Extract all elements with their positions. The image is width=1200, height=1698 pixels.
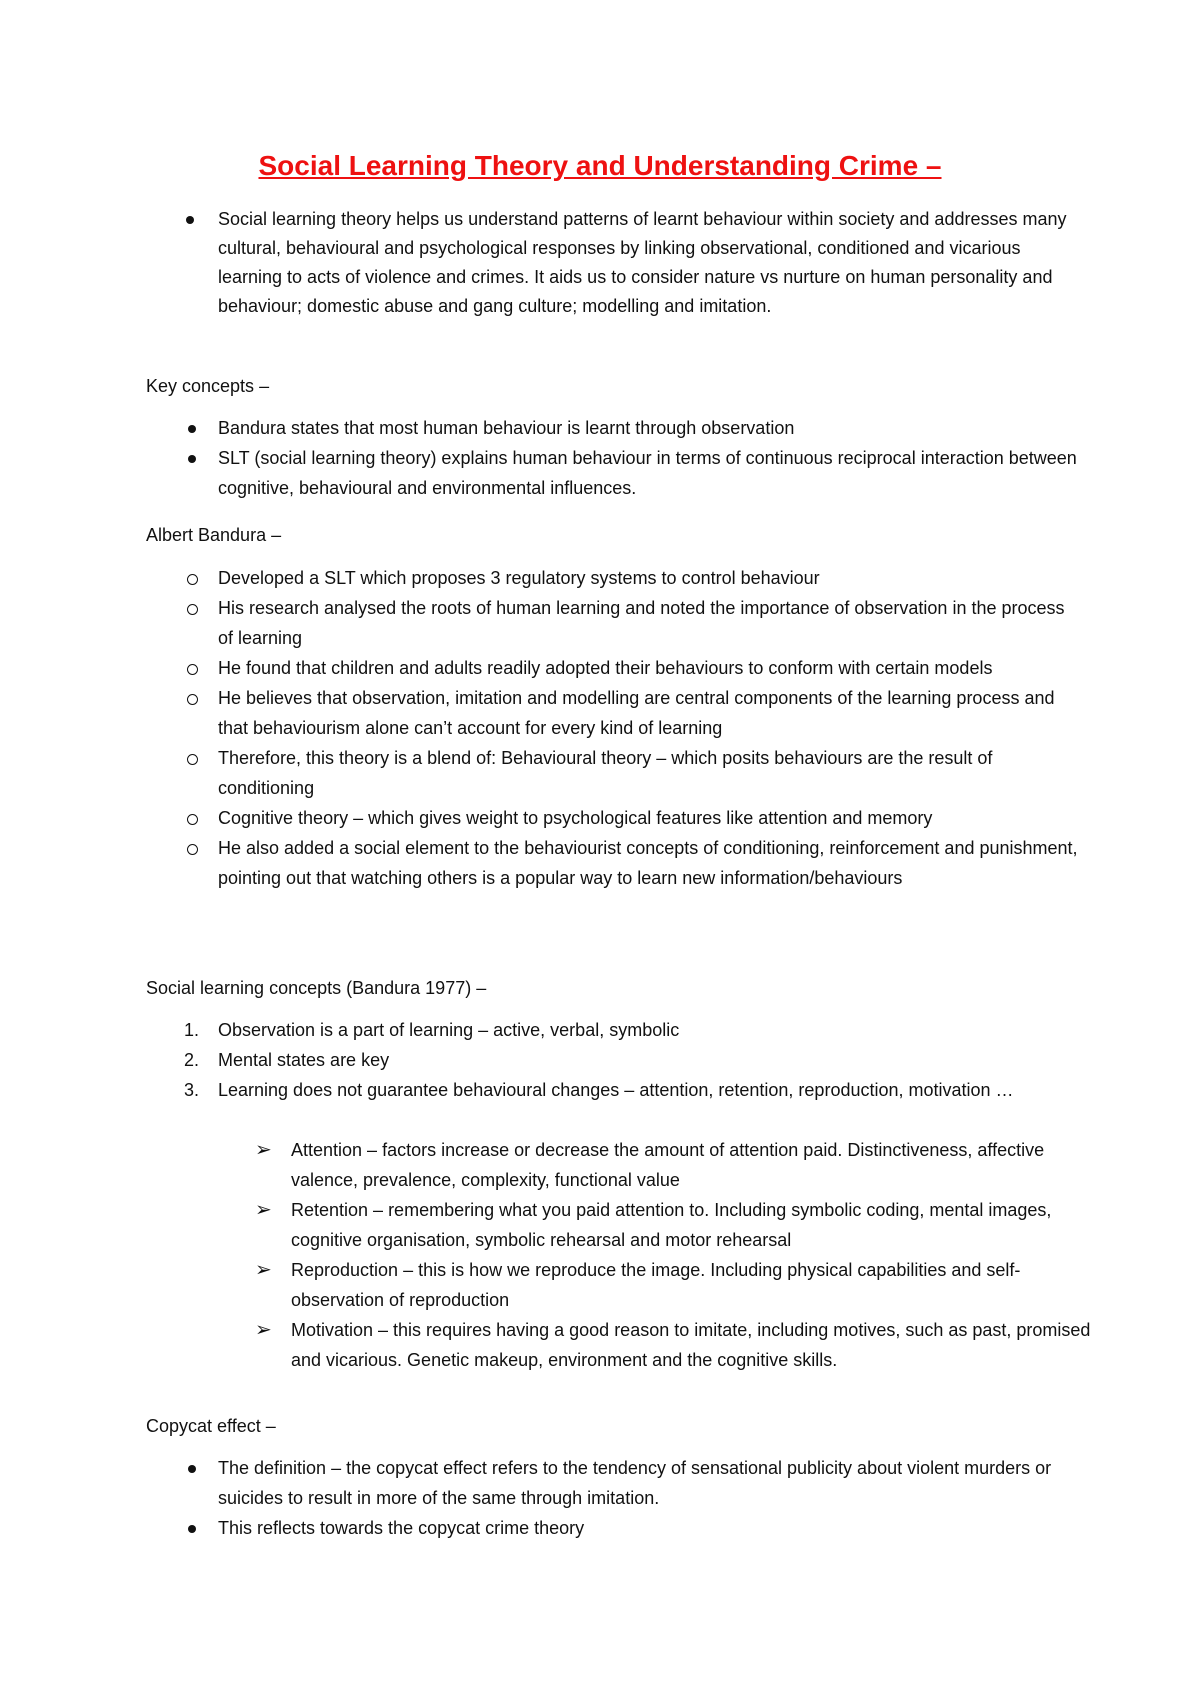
hollow-bullet-icon	[187, 844, 198, 855]
list-item-text: Developed a SLT which proposes 3 regulatory systems to control behaviour	[218, 568, 820, 588]
list-item-text: Bandura states that most human behaviour is learnt through observation	[218, 418, 795, 438]
list-item-text: Retention – remembering what you paid attention to. Including symbolic coding, mental images, cognitive organisation, symbolic rehearsal and motor rehearsal	[291, 1200, 1052, 1250]
list-item	[146, 563, 1078, 593]
copycat-heading: Copycat effect –	[146, 1416, 276, 1436]
hollow-bullet-icon	[187, 604, 198, 615]
list-item-text: SLT (social learning theory) explains human behaviour in terms of continuous reciprocal interaction between cognitive, behavioural and environmental influences.	[218, 448, 1077, 498]
list-item-text: Motivation – this requires having a good reason to imitate, including motives, such as past, promised and vicarious. Genetic makeup, environment and the cognitive skills.	[291, 1320, 1091, 1370]
hollow-bullet-icon	[187, 754, 198, 765]
key-concepts-list	[146, 413, 1078, 503]
list-item-text: Social learning theory helps us understand patterns of learnt behaviour within society and addresses many cultural, behavioural and psychological responses by linking observational, conditioned and vicarious learning to acts of violence and crimes. It aids us to consider nature vs nurture on human personality and behaviour; domestic abuse and gang culture; modelling and imitation.	[218, 209, 1067, 316]
list-item	[146, 413, 1078, 443]
hollow-bullet-icon	[187, 664, 198, 675]
arrow-bullet-icon: ➢	[255, 1319, 272, 1341]
bullet-icon	[188, 455, 196, 463]
arrow-bullet-icon: ➢	[255, 1199, 272, 1221]
key-concepts-heading: Key concepts –	[146, 376, 270, 396]
list-item	[146, 443, 1078, 503]
hollow-bullet-icon	[187, 574, 198, 585]
bullet-icon	[188, 425, 196, 433]
list-item-text: Attention – factors increase or decrease the amount of attention paid. Distinctiveness, affective valence, prevalence, complexity, functional value	[291, 1140, 1045, 1190]
list-number: 3.	[184, 1080, 200, 1100]
list-item-text: Therefore, this theory is a blend of: Behavioural theory – which posits behaviours are the result of conditioning	[218, 748, 993, 798]
list-number: 2.	[184, 1050, 200, 1070]
intro-list	[146, 205, 1078, 321]
hollow-bullet-icon	[187, 814, 198, 825]
list-item	[146, 593, 1078, 653]
list-item	[146, 1045, 1078, 1075]
list-item	[146, 1015, 1078, 1045]
list-item	[255, 1315, 1111, 1375]
list-item-text: Cognitive theory – which gives weight to psychological features like attention and memory	[218, 808, 933, 828]
hollow-bullet-icon	[187, 694, 198, 705]
copycat-list	[146, 1453, 1078, 1543]
list-item-text: He believes that observation, imitation and modelling are central components of the learning process and that behaviourism alone can’t account for every kind of learning	[218, 688, 1055, 738]
bullet-icon	[188, 1465, 196, 1473]
list-item-text: Observation is a part of learning – active, verbal, symbolic	[218, 1020, 680, 1040]
list-item-text: He found that children and adults readily adopted their behaviours to conform with certain models	[218, 658, 993, 678]
list-item	[146, 205, 1078, 321]
list-item	[255, 1195, 1111, 1255]
list-item-text: The definition – the copycat effect refers to the tendency of sensational publicity about violent murders or suicides to result in more of the same through imitation.	[218, 1458, 1052, 1508]
albert-bandura-heading: Albert Bandura –	[146, 525, 282, 545]
social-learning-concepts-list	[146, 1015, 1078, 1105]
list-item	[146, 683, 1078, 743]
factors-sublist	[255, 1135, 1111, 1375]
list-item-text: Reproduction – this is how we reproduce the image. Including physical capabilities and self-observation of reproduction	[291, 1260, 1021, 1310]
list-item-text: He also added a social element to the behaviourist concepts of conditioning, reinforcement and punishment, pointing out that watching others is a popular way to learn new information/behaviours	[218, 838, 1078, 888]
list-item	[255, 1135, 1111, 1195]
list-item-text: Learning does not guarantee behavioural changes – attention, retention, reproduction, motivation …	[218, 1080, 1014, 1100]
bullet-icon	[188, 1525, 196, 1533]
list-item	[146, 653, 1078, 683]
page-title: Social Learning Theory and Understanding Crime –	[258, 150, 942, 181]
list-item	[146, 1453, 1078, 1513]
bullet-icon	[186, 216, 194, 224]
list-item	[146, 833, 1078, 893]
list-item	[146, 1075, 1078, 1105]
list-item-text: Mental states are key	[218, 1050, 390, 1070]
list-item	[255, 1255, 1111, 1315]
list-item-text: This reflects towards the copycat crime theory	[218, 1518, 585, 1538]
list-item	[146, 743, 1078, 803]
arrow-bullet-icon: ➢	[255, 1259, 272, 1281]
list-number: 1.	[184, 1020, 200, 1040]
social-learning-concepts-heading: Social learning concepts (Bandura 1977) –	[146, 978, 487, 998]
albert-bandura-list	[146, 563, 1078, 893]
list-item	[146, 1513, 1078, 1543]
list-item-text: His research analysed the roots of human learning and noted the importance of observation in the process of learning	[218, 598, 1065, 648]
arrow-bullet-icon: ➢	[255, 1139, 272, 1161]
list-item	[146, 803, 1078, 833]
